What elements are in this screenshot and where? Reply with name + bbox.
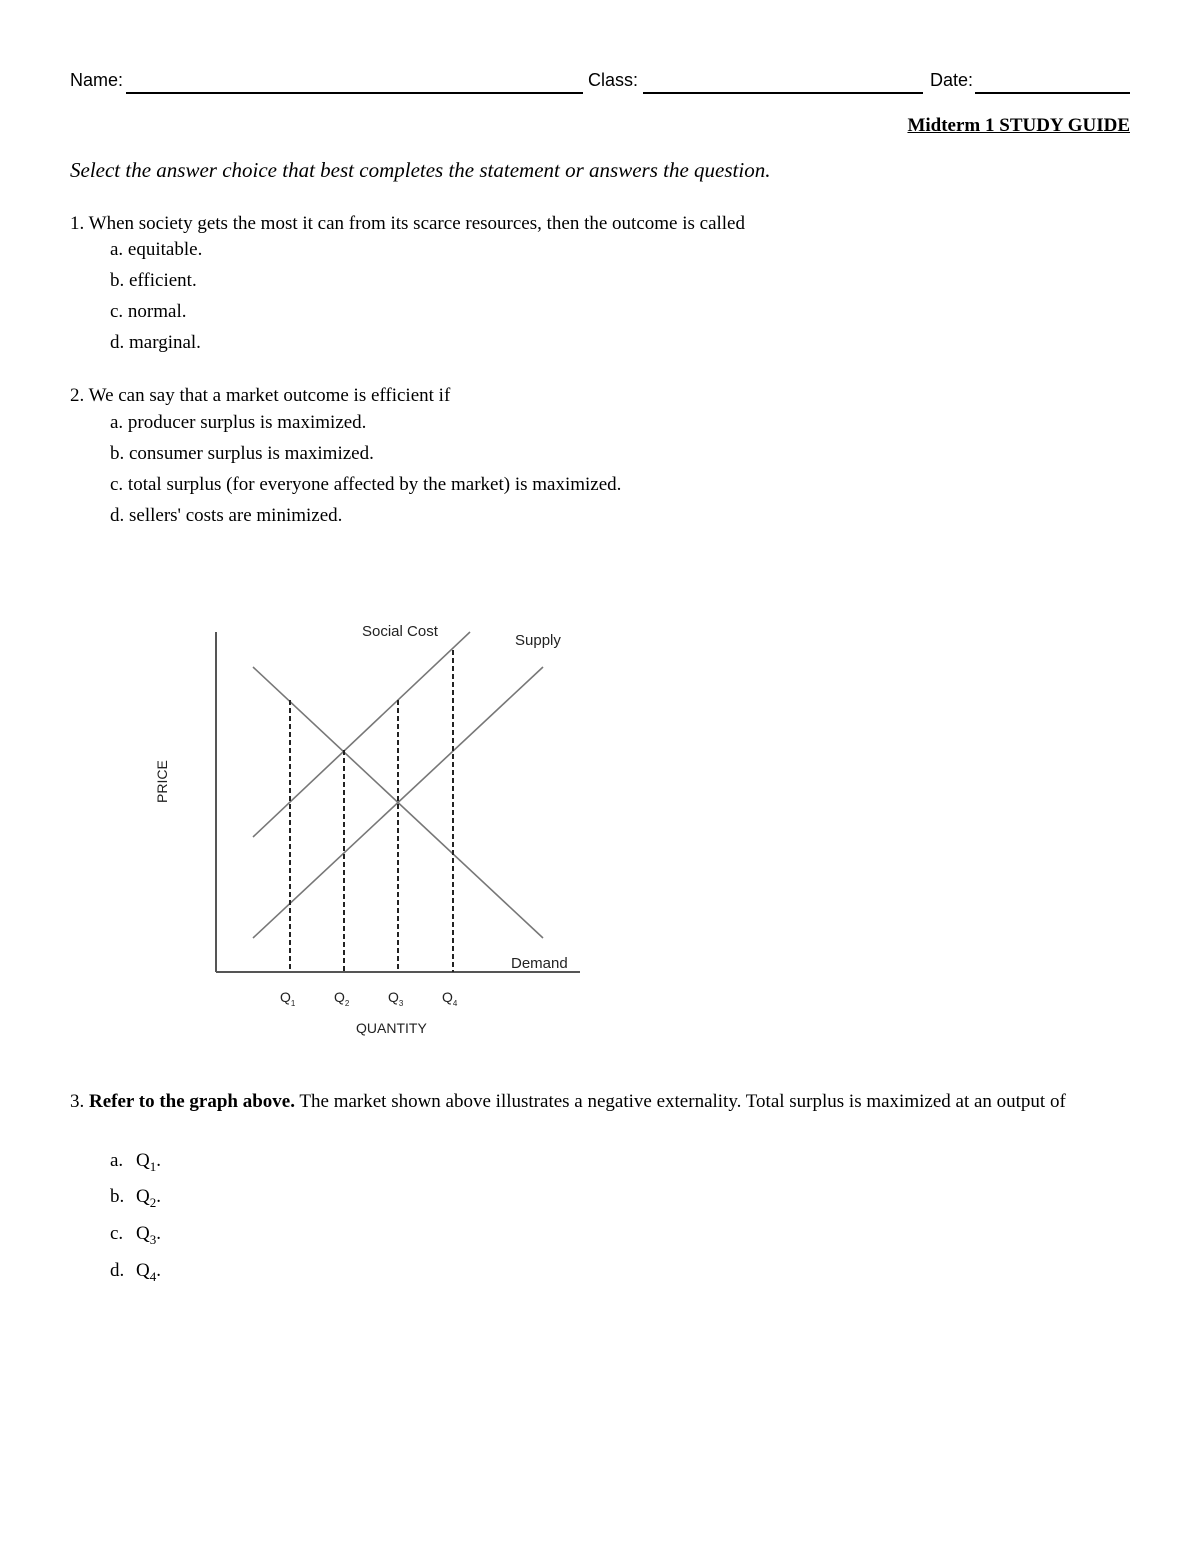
name-label: Name: (70, 70, 124, 90)
q3-label: $Q_3$ (388, 989, 404, 1008)
question-2-choice-b: b. consumer surplus is maximized. (110, 443, 374, 464)
question-3-choice-b: b. $Q_2$. (110, 1186, 161, 1210)
social-cost-curve (253, 632, 470, 837)
page-title: Midterm 1 STUDY GUIDE (907, 115, 1130, 136)
q4-label: $Q_4$ (442, 989, 458, 1008)
x-axis-label: QUANTITY (356, 1020, 427, 1036)
question-3-choice-c: c. $Q_3$. (110, 1223, 161, 1247)
question-2-stem: 2. We can say that a market outcome is efficient if (70, 385, 451, 406)
question-2-choice-d: d. sellers' costs are minimized. (110, 505, 343, 526)
choice-letter: c. (110, 1223, 124, 1244)
choice-letter: b. (110, 1186, 125, 1207)
question-2-choice-a: a. producer surplus is maximized. (110, 412, 367, 433)
q1-label: $Q_1$ (280, 989, 296, 1008)
q2-label: $Q_2$ (334, 989, 350, 1008)
demand-label: Demand (511, 955, 568, 972)
question-1-choice-c: c. normal. (110, 301, 187, 322)
question-2-choice-c: c. total surplus (for everyone affected by the market) is maximized. (110, 474, 622, 495)
name-field[interactable] (126, 92, 583, 94)
date-label: Date: (930, 70, 974, 90)
question-1-choice-b: b. efficient. (110, 270, 197, 291)
date-field[interactable] (975, 92, 1130, 94)
question-3-number: 3. (70, 1091, 85, 1112)
question-1-stem: 1. When society gets the most it can from its scarce resources, then the outcome is called (70, 213, 745, 234)
externality-graph (140, 610, 600, 1050)
question-3-stem (70, 1089, 1140, 1115)
question-3-text: The market shown above illustrates a negative externality. Total surplus is maximized at an output of (299, 1091, 1066, 1112)
choice-letter: a. (110, 1150, 124, 1171)
question-3-choice-d: d. $Q_4$. (110, 1260, 161, 1284)
question-3-bold-prompt: Refer to the graph above. (89, 1091, 295, 1112)
class-label: Class: (588, 70, 639, 90)
class-field[interactable] (643, 92, 923, 94)
question-1-choice-a: a. equitable. (110, 239, 203, 260)
question-3-choice-a: a. $Q_1$. (110, 1150, 161, 1174)
social-cost-label: Social Cost (362, 623, 438, 640)
supply-label: Supply (515, 632, 561, 649)
instructions: Select the answer choice that best completes the statement or answers the question. (70, 158, 771, 182)
y-axis-label: PRICE (154, 760, 170, 803)
question-1-choice-d: d. marginal. (110, 332, 201, 353)
choice-letter: d. (110, 1260, 125, 1281)
